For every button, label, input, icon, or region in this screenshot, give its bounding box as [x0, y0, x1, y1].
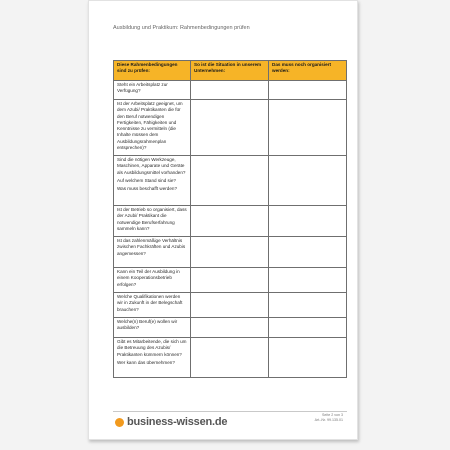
todo-cell — [269, 268, 347, 293]
todo-cell — [269, 81, 347, 100]
table-row — [114, 338, 347, 378]
todo-cell — [269, 237, 347, 268]
todo-cell — [269, 338, 347, 378]
todo-cell — [269, 206, 347, 237]
column-header-todo: Das muss noch organisiert werden: — [269, 61, 347, 81]
table-row — [114, 206, 347, 237]
situation-cell — [191, 338, 269, 378]
condition-cell — [114, 100, 191, 156]
footer-divider — [113, 411, 347, 412]
brand-logo — [115, 416, 227, 428]
condition-text: Ist der Arbeitsplatz geeignet, um dem Azubi/ Praktikanten die für den Beruf notwendigen Fertigkeiten, Fähigkeiten und Kenntnisse zu vermitteln (die Inhalte müssen dem Ausbildungsrahmenplan entsprechen)? — [117, 101, 183, 151]
situation-cell — [191, 237, 269, 268]
table-header-row — [114, 61, 347, 81]
condition-cell — [114, 156, 191, 206]
article-number: Art.-Nr. 99.135.01 — [314, 418, 343, 422]
table-row — [114, 318, 347, 338]
situation-cell — [191, 318, 269, 338]
brand-name: business-wissen.de — [127, 416, 228, 428]
brand-dot-icon — [115, 418, 124, 427]
todo-cell — [269, 293, 347, 318]
condition-text: Sind die nötigen Werkzeuge, Maschinen, Apparate und Geräte als Ausbildungsmittel vorhanden? — [117, 157, 186, 175]
condition-text: Steht ein Arbeitsplatz zur Verfügung? — [117, 82, 168, 94]
todo-cell — [269, 318, 347, 338]
table-row — [114, 81, 347, 100]
condition-text: Was muss beschafft werden? — [117, 186, 178, 192]
situation-cell — [191, 268, 269, 293]
footer-meta — [315, 413, 343, 423]
document-page — [88, 0, 358, 440]
situation-cell — [191, 293, 269, 318]
condition-text: Welche(n) Beruf(e) wollen wir ausbilden? — [117, 319, 178, 331]
situation-cell — [191, 156, 269, 206]
table-row — [114, 156, 347, 206]
situation-cell — [191, 206, 269, 237]
condition-text: Welche Qualifikationen werden wir in Zukunft in der Belegschaft brauchen? — [117, 294, 183, 312]
condition-cell — [114, 206, 191, 237]
document-header: Ausbildung und Praktikum: Rahmenbedingungen prüfen — [113, 25, 250, 31]
condition-cell — [114, 293, 191, 318]
condition-cell — [114, 338, 191, 378]
condition-text: Auf welchem Stand sind sie? — [117, 177, 176, 183]
situation-cell — [191, 81, 269, 100]
todo-cell — [269, 100, 347, 156]
condition-text: Wer kann das übernehmen? — [117, 359, 175, 365]
column-header-conditions: Diese Rahmenbedingungen sind zu prüfen: — [114, 61, 191, 81]
condition-text: Ist der Betrieb so organisiert, dass der Azubi/ Praktikant die notwendige Berufserfahrung sammeln kann? — [117, 207, 187, 231]
table-row — [114, 268, 347, 293]
condition-text: Gibt es Mitarbeitende, die sich um die Betreuung des Azubis/ Praktikanten kümmern können? — [117, 339, 187, 357]
table-row — [114, 100, 347, 156]
table-row — [114, 237, 347, 268]
condition-cell — [114, 81, 191, 100]
condition-cell — [114, 237, 191, 268]
condition-cell — [114, 268, 191, 293]
condition-cell — [114, 318, 191, 338]
checklist-table — [113, 60, 347, 378]
column-header-situation: So ist die Situation in unserem Unternehmen: — [191, 61, 269, 81]
table-row — [114, 293, 347, 318]
situation-cell — [191, 100, 269, 156]
todo-cell — [269, 156, 347, 206]
condition-text: Kann ein Teil der Ausbildung in einem Kooperationsbetrieb erfolgen? — [117, 269, 180, 287]
page-number: Seite 2 von 3 — [322, 413, 343, 417]
condition-text: Ist das zahlenmäßige Verhältnis zwischen Fachkräften und Azubis angemessen? — [117, 238, 186, 256]
